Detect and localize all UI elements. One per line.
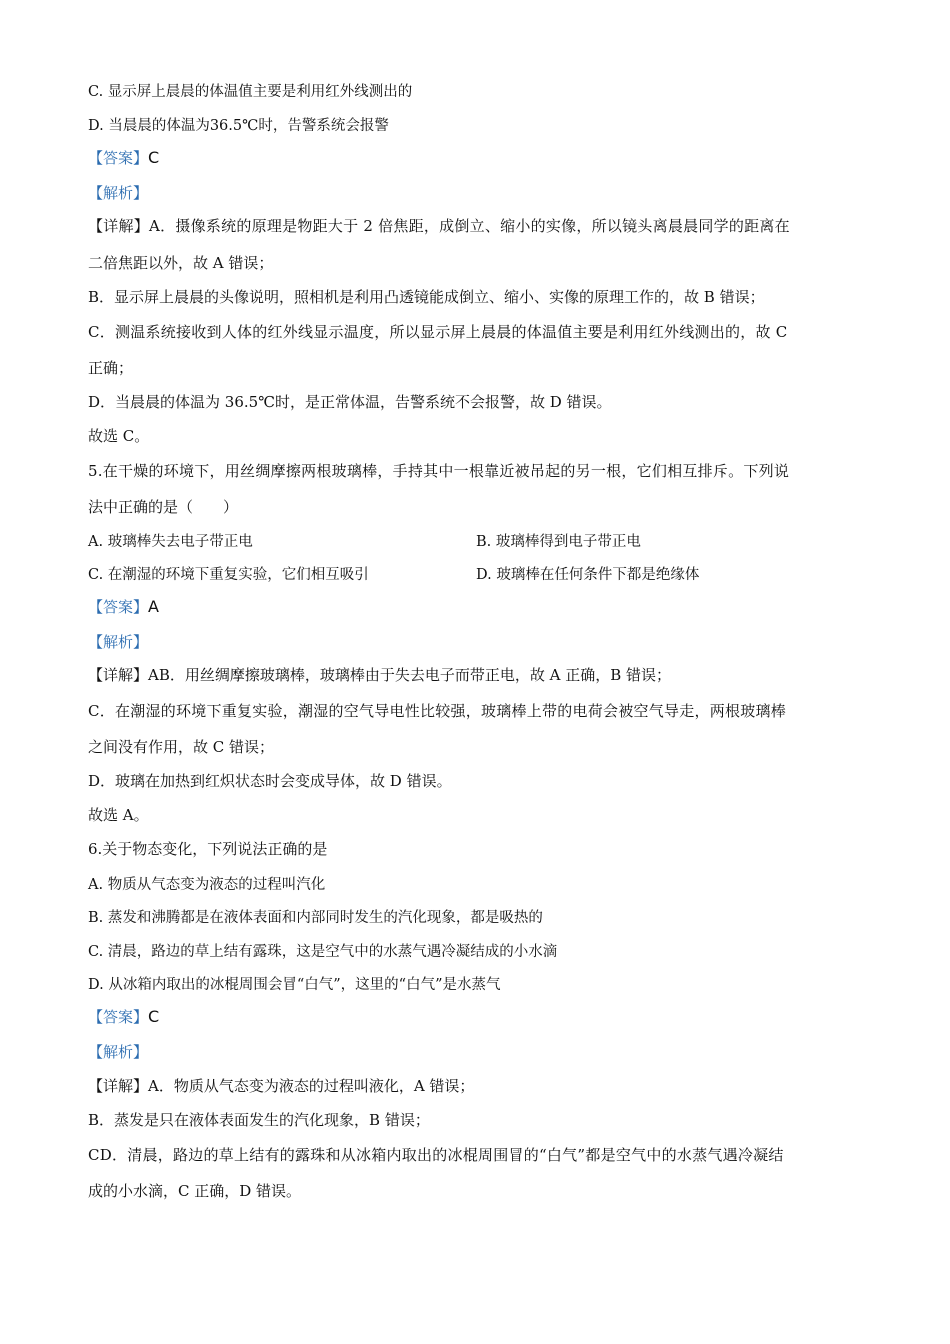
q6-option-a: A. 物质从气态变为液态的过程叫汽化: [88, 877, 326, 893]
q5-option-b: B. 玻璃棒得到电子带正电: [476, 534, 641, 550]
q6-detail-line: B．蒸发是只在液体表面发生的汽化现象，B 错误；: [88, 1111, 430, 1129]
answer-value: C: [148, 148, 160, 167]
q4-analysis-tag: 【解析】: [88, 184, 149, 202]
q5-stem: 5.在干燥的环境下，用丝绸摩擦两根玻璃棒，手持其中一根靠近被吊起的另一根，它们相互排斥。下列说: [88, 462, 790, 480]
q6-option-c: C. 清晨，路边的草上结有露珠，这是空气中的水蒸气遇冷凝结成的小水滴: [88, 944, 558, 960]
q5-analysis-tag: 【解析】: [88, 633, 149, 651]
q6-answer: [88, 1006, 159, 1027]
q6-option-b: B. 蒸发和沸腾都是在液体表面和内部同时发生的汽化现象，都是吸热的: [88, 910, 543, 926]
q4-answer: [88, 147, 159, 168]
answer-tag: 【答案】: [88, 598, 149, 616]
q5-stem: 法中正确的是（ ）: [88, 498, 239, 516]
answer-tag: 【答案】: [88, 1008, 149, 1026]
q5-option-a: A. 玻璃棒失去电子带正电: [88, 534, 253, 550]
answer-tag: 【答案】: [88, 149, 149, 167]
q6-stem: 6.关于物态变化，下列说法正确的是: [88, 840, 328, 858]
q5-detail-line: D．玻璃在加热到红炽状态时会变成导体，故 D 错误。: [88, 772, 452, 790]
q4-detail-line: 二倍焦距以外，故 A 错误；: [88, 254, 274, 272]
answer-value: C: [148, 1007, 160, 1026]
q5-detail-line: 之间没有作用，故 C 错误；: [88, 738, 275, 756]
q5-option-c: C. 在潮湿的环境下重复实验，它们相互吸引: [88, 567, 369, 583]
q4-detail-line: D．当晨晨的体温为 36.5℃时，是正常体温，告警系统不会报警，故 D 错误。: [88, 393, 612, 411]
q6-detail-line: 成的小水滴，C 正确，D 错误。: [88, 1182, 302, 1200]
q5-detail-line: 【详解】AB．用丝绸摩擦玻璃棒，玻璃棒由于失去电子而带正电，故 A 正确，B 错误；: [88, 666, 672, 684]
q4-option-c: C. 显示屏上晨晨的体温值主要是利用红外线测出的: [88, 84, 413, 100]
q6-detail-line: CD．清晨，路边的草上结有的露珠和从冰箱内取出的冰棍周围冒的“白气”都是空气中的水蒸气遇冷凝结: [88, 1146, 784, 1164]
answer-value: A: [148, 597, 159, 616]
q6-analysis-tag: 【解析】: [88, 1043, 149, 1061]
q4-option-d: D. 当晨晨的体温为36.5℃时，告警系统会报警: [88, 118, 389, 134]
q5-choose: 故选 A。: [88, 806, 149, 824]
q4-detail-line: 【详解】A．摄像系统的原理是物距大于 2 倍焦距，成倒立、缩小的实像，所以镜头离晨晨同学的距离在: [88, 217, 790, 235]
q4-detail-line: 正确；: [88, 359, 134, 377]
q4-detail-line: C．测温系统接收到人体的红外线显示温度，所以显示屏上晨晨的体温值主要是利用红外线测出的，故 C: [88, 323, 788, 341]
q6-detail-line: 【详解】A．物质从气态变为液态的过程叫液化，A 错误；: [88, 1077, 475, 1095]
q5-option-d: D. 玻璃棒在任何条件下都是绝缘体: [476, 567, 700, 583]
q4-detail-line: B．显示屏上晨晨的头像说明，照相机是利用凸透镜能成倒立、缩小、实像的原理工作的，故 B 错误；: [88, 288, 765, 306]
q5-detail-line: C．在潮湿的环境下重复实验，潮湿的空气导电性比较强，玻璃棒上带的电荷会被空气导走，两根玻璃棒: [88, 702, 786, 720]
q4-choose: 故选 C。: [88, 427, 150, 445]
q6-option-d: D. 从冰箱内取出的冰棍周围会冒“白气”，这里的“白气”是水蒸气: [88, 977, 501, 993]
q5-answer: [88, 596, 159, 617]
